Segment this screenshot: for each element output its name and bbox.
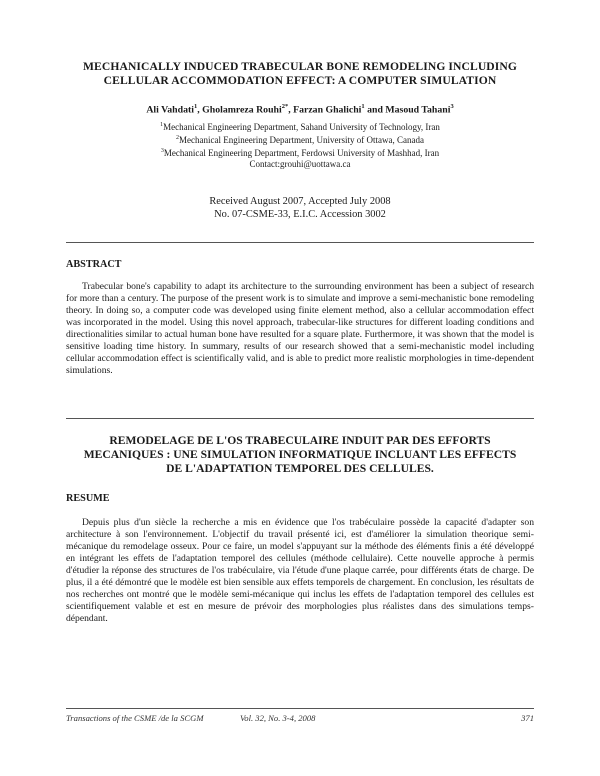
author-list: Ali Vahdati$^1$, Gholamreza Rouhi$^{2*}$, Farzan Ghalichi$^1$ and Masoud Tahani$^3$ [146, 103, 454, 116]
received-dates: Received August 2007, Accepted July 2008 [209, 196, 391, 207]
divider [66, 708, 534, 709]
resume-text: Depuis plus d'un siècle la recherche a mis en évidence que l'os trabéculaire possède la capacité d'adapter son architecture à son l'environnement. L'objectif du travail présenté ici, est d'améliorer la simulation theorique semi-mécanique du remodelage osseux. Pour ce faire, un model s'appuyant sur la méthode des éléments finis a été développé en intégrant les effets de l'adaptation temporel des cellules (méthode cellulaire). Cette nouvelle approche à permis d'étudier la réponse des structures de l'os trabéculaire, via l'étude d'une plaque carrée, pour différents états de charge. De plus, il a été démontré que le modèle est bien sensible aux effets temporels de chargement. En conclusion, les résultats de nos recherches ont montré que le modèle semi-mécanique qui inclus les effets de l'adaptation temporel des cellules est scientifiquement valable et est en mesure de prévoir des morphologies plus réalistes dans des simulations temps-dépendant. [66, 517, 534, 624]
author-name: Farzan Ghalichi [293, 104, 362, 116]
author-name: Gholamreza Rouhi [202, 104, 282, 116]
divider [66, 418, 534, 419]
affiliations [60, 120, 540, 170]
author-sup: 3 [450, 103, 454, 110]
author-sup: 2* [281, 103, 289, 110]
author-sup: 1 [361, 103, 365, 110]
accession-number: No. 07-CSME-33, E.I.C. Accession 3002 [214, 208, 386, 220]
french-title [60, 434, 540, 476]
title-line-1: MECHANICALLY INDUCED TRABECULAR BONE REMODELING INCLUDING [83, 60, 517, 73]
received-info [60, 196, 540, 221]
author-name: Ali Vahdati [146, 104, 194, 116]
affiliation-line: $^2$Mechanical Engineering Department, University of Ottawa, Canada [176, 135, 424, 145]
abstract-text: Trabecular bone's capability to adapt its architecture to the surrounding environment has been a subject of research for more than a century. The purpose of the present work is to simulate and improve a semi-mechanistic bone remodeling theory. In doing so, a computer code was developed using finite element method, also a cellular accommodation effect was incorporated in the model. Using this novel approach, trabecular-like structures for different loading conditions and directionalities similar to actual human bone have resulted for a square plate. Furthermore, it was shown that the model is sensitive loading time history. In summary, results of our research showed that a semi-mechanistic model including cellular accommodation effect is scientifically valid, and is able to predict more realistic morphologies in time-dependent simulations. [66, 281, 534, 376]
affiliation-line: $^1$Mechanical Engineering Department, Sahand University of Technology, Iran [160, 122, 440, 132]
footer-volume: Vol. 32, No. 3-4, 2008 [240, 713, 316, 723]
contact-email: Contact:grouhi@uottawa.ca [249, 159, 351, 169]
abstract-heading: ABSTRACT [66, 259, 122, 270]
affiliation-line: $^3$Mechanical Engineering Department, Ferdowsi University of Mashhad, Iran [160, 148, 440, 158]
french-title-line-3: DE L'ADAPTATION TEMPOREL DES CELLULES. [166, 462, 434, 475]
paper-title [60, 60, 540, 88]
french-title-line-2: MECANIQUES : UNE SIMULATION INFORMATIQUE INCLUANT LES EFFECTS [83, 448, 517, 461]
resume-heading: RESUME [66, 493, 110, 504]
divider [66, 242, 534, 243]
author-name: Masoud Tahani [385, 104, 451, 116]
title-line-2: CELLULAR ACCOMMODATION EFFECT: A COMPUTER SIMULATION [103, 74, 497, 87]
french-title-line-1: REMODELAGE DE L'OS TRABECULAIRE INDUIT PAR DES EFFORTS [109, 434, 491, 447]
author-sup: 1 [193, 103, 198, 110]
footer-journal: Transactions of the CSME /de la SCGM [66, 713, 204, 723]
page-number: 371 [521, 713, 534, 723]
